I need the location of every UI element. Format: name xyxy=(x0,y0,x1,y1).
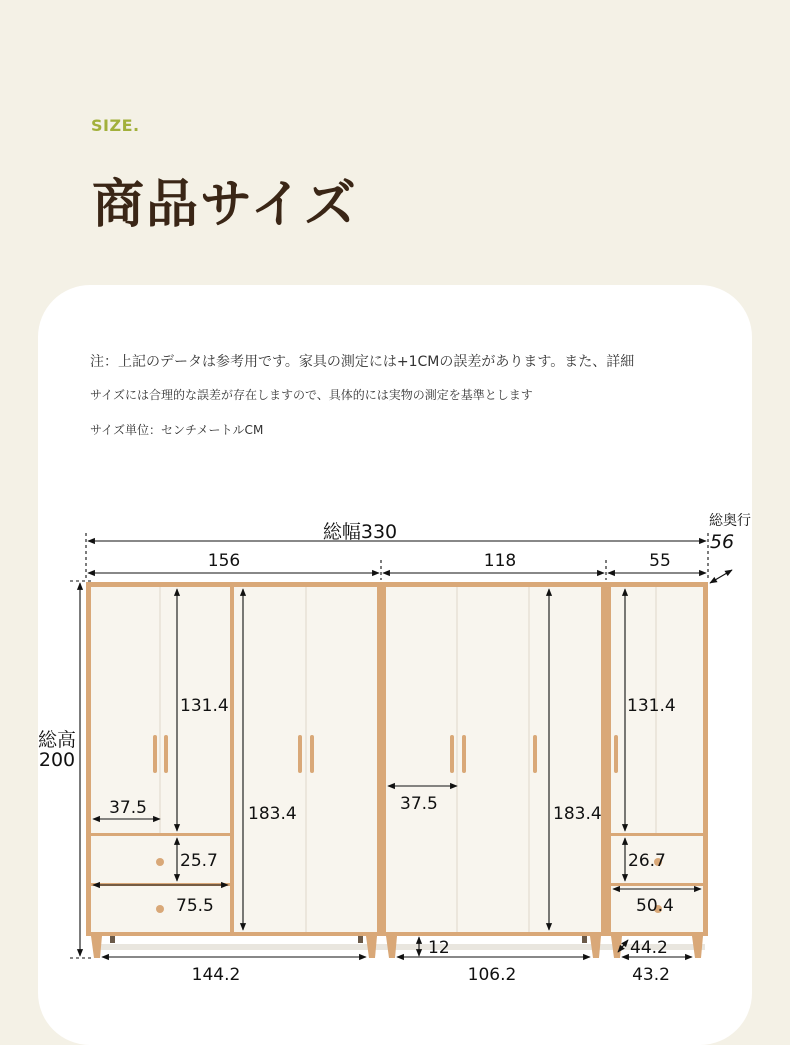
center-inner-width: 37.5 xyxy=(400,794,438,814)
handle xyxy=(298,735,302,773)
handle xyxy=(614,735,618,773)
total-width-label: 総幅330 xyxy=(322,521,398,543)
width-156: 156 xyxy=(207,551,241,571)
leg xyxy=(366,936,377,958)
leg xyxy=(611,936,622,958)
leg-foot xyxy=(110,936,115,943)
drawer-knob xyxy=(156,905,164,913)
width-55: 55 xyxy=(649,551,671,571)
leg xyxy=(590,936,601,958)
note-line-2: サイズには合理的な誤差が存在しますので、具体的には実物の測定を基準とします xyxy=(90,388,533,402)
page-title: 商品サイズ xyxy=(92,175,358,235)
mid-inner-height: 183.4 xyxy=(248,804,297,824)
handle xyxy=(462,735,466,773)
right-depth-bottom: 44.2 xyxy=(630,938,668,958)
leg xyxy=(692,936,703,958)
depth-value: 56 xyxy=(709,531,735,553)
height-value: 200 xyxy=(38,749,76,771)
right-upper-height: 131.4 xyxy=(627,696,676,716)
width-118: 118 xyxy=(483,551,517,571)
drawer-knob xyxy=(156,858,164,866)
leg xyxy=(386,936,397,958)
height-label: 総高 xyxy=(37,729,77,751)
handle xyxy=(153,735,157,773)
handle xyxy=(310,735,314,773)
leg xyxy=(91,936,102,958)
note-line-1: 注：上記のデータは参考用です。家具の測定には+1CMの誤差があります。また、詳細 xyxy=(90,354,635,370)
unit-middle-doors xyxy=(386,587,601,932)
left-drawer-height: 25.7 xyxy=(180,851,218,871)
leg-foot xyxy=(358,936,363,943)
left-drawer-width: 75.5 xyxy=(176,896,214,916)
center-inner-height: 183.4 xyxy=(553,804,602,824)
depth-label: 総奥行 xyxy=(709,513,751,529)
handle xyxy=(450,735,454,773)
size-tag: SIZE. xyxy=(91,116,140,135)
leg-foot xyxy=(582,936,587,943)
left-upper-height: 131.4 xyxy=(180,696,229,716)
bottom-width-right: 43.2 xyxy=(632,965,670,985)
note-line-3: サイズ単位：センチメートルCM xyxy=(90,423,264,437)
handle xyxy=(164,735,168,773)
right-drawer-height: 26.7 xyxy=(628,851,666,871)
bottom-width-middle: 106.2 xyxy=(467,965,517,985)
right-drawer-width: 50.4 xyxy=(636,896,674,916)
leg-height: 12 xyxy=(428,938,450,958)
bottom-width-left: 144.2 xyxy=(191,965,241,985)
handle xyxy=(533,735,537,773)
left-inner-width: 37.5 xyxy=(109,798,147,818)
